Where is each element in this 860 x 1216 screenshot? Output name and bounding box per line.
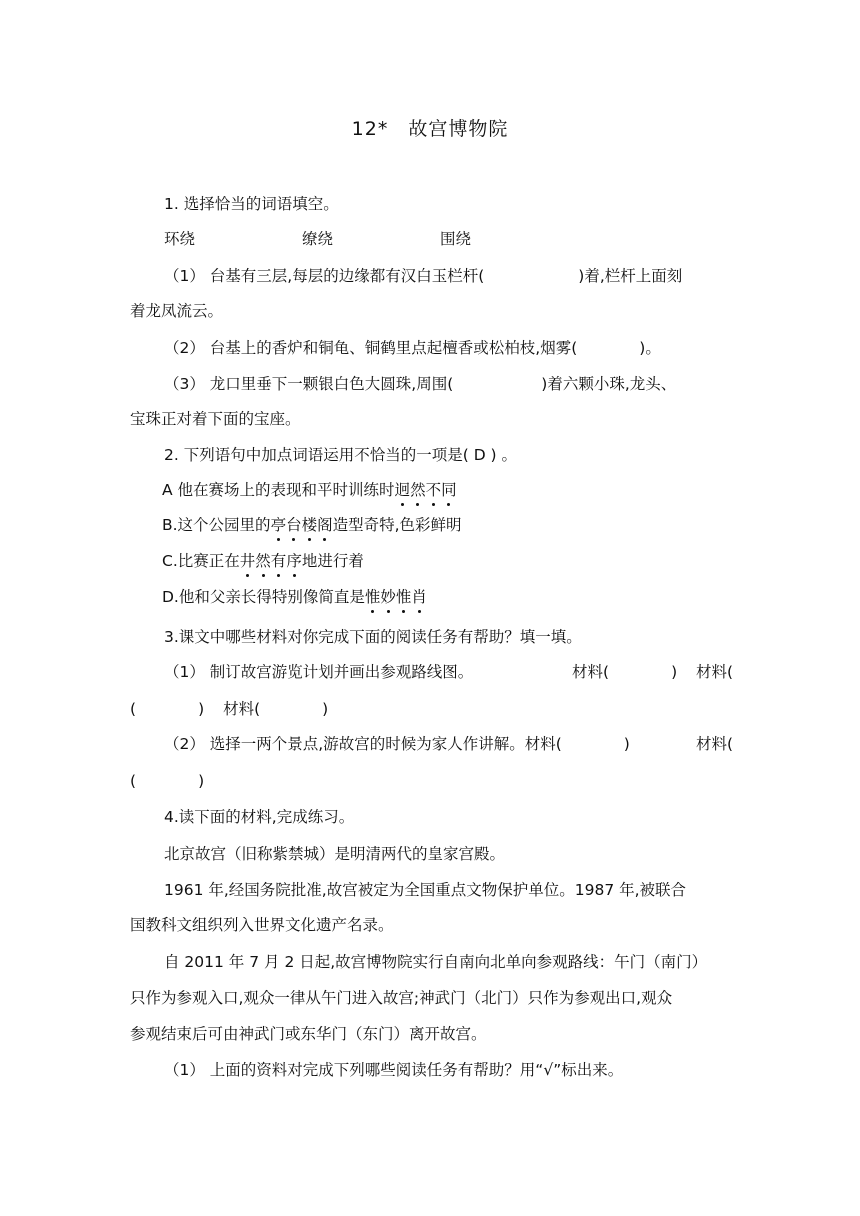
q1-s2-tail: )。 bbox=[639, 339, 661, 357]
q1-s2-text: （2） 台基上的香炉和铜龟、铜鹤里点起檀香或松柏枝,烟雾( bbox=[164, 339, 578, 357]
q3-task-1 bbox=[164, 661, 734, 683]
q3-task-2-cont bbox=[130, 770, 730, 792]
option-text-tail: 地进行着 bbox=[301, 552, 364, 570]
page-title bbox=[0, 114, 860, 141]
material-label: 材料( bbox=[223, 700, 261, 718]
paren-close: ) bbox=[623, 735, 630, 753]
q4-paragraph-3: 自 2011 年 7 月 2 日起,故宫博物院实行自南向北单向参观路线：午门（南门） bbox=[164, 953, 708, 971]
emphasis-dot-char: 然 bbox=[410, 481, 426, 499]
emphasis-dot-char: 亭 bbox=[270, 516, 287, 534]
emphasis-dot-char: 阁 bbox=[317, 516, 333, 534]
emphasis-dot-char: 楼 bbox=[301, 516, 318, 534]
lesson-title: 故宫博物院 bbox=[408, 118, 509, 140]
q1-s1-text: （1） 台基有三层,每层的边缘都有汉白玉栏杆( bbox=[164, 267, 485, 285]
material-label: 材料( bbox=[524, 735, 562, 753]
q2-option-b bbox=[162, 514, 762, 536]
option-text: B.这个公园里的 bbox=[162, 516, 271, 534]
q3-task-2-text: （2） 选择一两个景点,游故宫的时候为家人作讲解。 bbox=[164, 735, 525, 753]
option-text: A 他在赛场上的表现和平时训练时 bbox=[162, 481, 395, 499]
emphasis-dot-char: 肖 bbox=[411, 588, 427, 606]
emphasis-dot-char: 惟 bbox=[364, 588, 381, 606]
q1-sentence-3-cont: 宝珠正对着下面的宝座。 bbox=[130, 410, 301, 428]
emphasis-dot-char: 然 bbox=[255, 552, 271, 570]
option-text: C.比赛正在 bbox=[162, 552, 240, 570]
dotted-phrase bbox=[395, 481, 457, 499]
option-text: D.他和父亲长得特别像简直是 bbox=[162, 588, 365, 606]
material-label: 材料( bbox=[572, 663, 610, 681]
q4-paragraph-2: 1961 年,经国务院批准,故宫被定为全国重点文物保护单位。1987 年,被联合 bbox=[164, 881, 687, 899]
emphasis-dot-char: 同 bbox=[441, 481, 457, 499]
paren-close: ) bbox=[671, 663, 678, 681]
q1-word-options bbox=[164, 228, 764, 250]
q2-prompt: 2. 下列语句中加点词语运用不恰当的一项是( D ) 。 bbox=[164, 446, 518, 464]
word-option-2: 缭绕 bbox=[302, 230, 334, 248]
q3-task-1-cont bbox=[130, 698, 730, 720]
emphasis-dot-char: 有 bbox=[270, 552, 287, 570]
q3-t1-material-1 bbox=[572, 661, 677, 683]
q1-s3-tail: )着六颗小珠,龙头、 bbox=[541, 375, 677, 393]
q1-sentence-2 bbox=[164, 337, 764, 359]
q3-t2-material-2: 材料( bbox=[696, 735, 734, 753]
q1-s3-text: （3） 龙口里垂下一颗银白色大圆珠,周围( bbox=[164, 375, 454, 393]
q1-s1-tail: )着,栏杆上面刻 bbox=[578, 267, 683, 285]
q4-prompt: 4.读下面的材料,完成练习。 bbox=[164, 808, 355, 826]
q3-task-2 bbox=[164, 733, 734, 755]
q4-paragraph-2-cont: 国教科文组织列入世界文化遗产名录。 bbox=[130, 916, 394, 934]
paren-close: ) bbox=[198, 772, 205, 790]
q2-option-c bbox=[162, 550, 762, 572]
emphasis-dot-char: 台 bbox=[286, 516, 302, 534]
paren-close: ) bbox=[198, 700, 205, 718]
lesson-number: 12* bbox=[351, 118, 389, 140]
emphasis-dot-char: 迥 bbox=[394, 481, 411, 499]
q1-prompt: 1. 选择恰当的词语填空。 bbox=[164, 195, 339, 213]
q4-task-1: （1） 上面的资料对完成下列哪些阅读任务有帮助？用“√”标出来。 bbox=[164, 1061, 624, 1079]
word-option-1: 环绕 bbox=[164, 230, 196, 248]
emphasis-dot-char: 序 bbox=[286, 552, 302, 570]
option-text-tail: 造型奇特,色彩鲜明 bbox=[332, 516, 462, 534]
q3-t1-material-2: 材料( bbox=[696, 663, 734, 681]
emphasis-dot-char: 惟 bbox=[395, 588, 412, 606]
q3-task-1-text: （1） 制订故宫游览计划并画出参观路线图。 bbox=[164, 663, 474, 681]
q3-prompt: 3.课文中哪些材料对你完成下面的阅读任务有帮助？填一填。 bbox=[164, 628, 582, 646]
paren-open: ( bbox=[130, 772, 137, 790]
q4-paragraph-3-cont2: 参观结束后可由神武门或东华门（东门）离开故宫。 bbox=[130, 1025, 487, 1043]
paren-close: ) bbox=[322, 700, 329, 718]
dotted-phrase bbox=[365, 588, 427, 606]
q2-option-a bbox=[162, 479, 762, 501]
q4-paragraph-1: 北京故宫（旧称紫禁城）是明清两代的皇家宫殿。 bbox=[164, 845, 506, 863]
q1-sentence-1 bbox=[164, 265, 764, 287]
q1-sentence-1-cont: 着龙凤流云。 bbox=[130, 302, 224, 320]
q1-sentence-3 bbox=[164, 373, 764, 395]
dotted-phrase bbox=[271, 516, 333, 534]
dotted-phrase bbox=[240, 552, 302, 570]
paren-open: ( bbox=[130, 700, 137, 718]
emphasis-dot-char: 不 bbox=[425, 481, 442, 499]
q2-option-d bbox=[162, 586, 762, 608]
q4-paragraph-3-cont1: 只作为参观入口,观众一律从午门进入故宫;神武门（北门）只作为参观出口,观众 bbox=[130, 989, 673, 1007]
emphasis-dot-char: 井 bbox=[239, 552, 256, 570]
word-option-3: 围绕 bbox=[440, 230, 472, 248]
emphasis-dot-char: 妙 bbox=[380, 588, 396, 606]
